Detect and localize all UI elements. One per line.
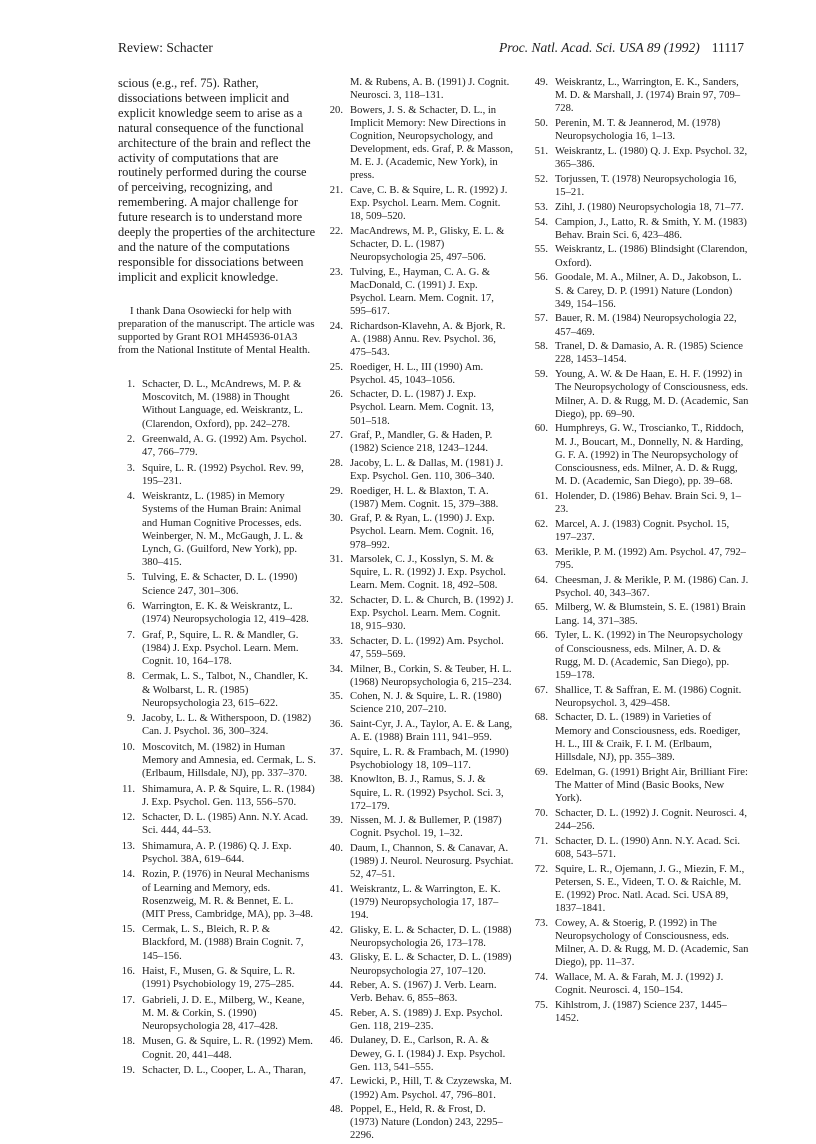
reference-number: 14.	[121, 869, 135, 881]
reference-number: 10.	[121, 741, 135, 753]
reference-text: Marcel, A. J. (1983) Cognit. Psychol. 15, 197–237.	[555, 518, 730, 543]
reference-text: Tulving, E. & Schacter, D. L. (1990) Science 247, 301–306.	[142, 572, 298, 597]
reference-text: Poppel, E., Held, R. & Frost, D. (1973) Nature (London) 243, 2295–2296.	[350, 1104, 503, 1142]
reference-number: 6.	[127, 601, 135, 613]
reference-number: 71.	[534, 835, 548, 847]
reference-text: Roediger, H. L. & Blaxton, T. A. (1987) Mem. Cognit. 15, 379–388.	[350, 485, 499, 510]
reference-number: 58.	[534, 341, 548, 353]
reference-number: 42.	[329, 924, 343, 936]
acknowledgment: I thank Dana Osowiecki for help with preparation of the manuscript. The article was supported by Grant RO1 MH45936-01A3 from the National Institute of Mental Health.	[118, 304, 315, 356]
reference-number: 8.	[127, 671, 135, 683]
reference-text: Saint-Cyr, J. A., Taylor, A. E. & Lang, A. E. (1988) Brain 111, 941–959.	[350, 718, 513, 744]
reference-item	[118, 712, 316, 738]
reference-number: 9.	[127, 713, 135, 725]
reference-text: Cohen, N. J. & Squire, L. R. (1980) Science 210, 207–210.	[350, 691, 502, 716]
reference-text: Rozin, P. (1976) in Neural Mechanisms of Learning and Memory, eds. Rosenzweig, M. R. & Bennet, E. L. (MIT Press, Cambridge, MA), pp. 3–48.	[142, 869, 314, 920]
reference-item	[118, 840, 316, 866]
reference-item	[326, 635, 514, 661]
reference-item	[326, 814, 514, 840]
reference-number: 38.	[329, 774, 343, 786]
reference-number: 64.	[534, 574, 548, 586]
reference-item	[531, 312, 749, 338]
reference-text: M. & Rubens, A. B. (1991) J. Cognit. Neurosci. 3, 118–131.	[350, 77, 510, 102]
reference-item	[326, 512, 514, 551]
reference-number: 62.	[534, 518, 548, 530]
reference-item	[531, 173, 749, 199]
reference-number: 25.	[329, 361, 343, 373]
reference-item	[326, 594, 514, 633]
reference-number: 54.	[534, 216, 548, 228]
reference-text: Nissen, M. J. & Bullemer, P. (1987) Cognit. Psychol. 19, 1–32.	[350, 815, 502, 840]
reference-number: 69.	[534, 766, 548, 778]
reference-text: Schacter, D. L. (1989) in Varieties of Memory and Consciousness, eds. Roediger, H. L., III & Craik, F. I. M. (Erlbaum, Hillsdale, NJ), pp. 355–389.	[555, 712, 741, 763]
reference-number: 17.	[121, 994, 135, 1006]
reference-number: 47.	[329, 1076, 343, 1088]
reference-text: Weiskrantz, L. & Warrington, E. K. (1979) Neuropsychologia 17, 187–194.	[350, 883, 501, 922]
reference-text: Moscovitch, M. (1982) in Human Memory and Amnesia, ed. Cermak, L. S. (Erlbaum, Hillsdale, NJ), pp. 337–370.	[142, 741, 316, 780]
reference-text: Weiskrantz, L. (1980) Q. J. Exp. Psychol. 32, 365–386.	[555, 145, 748, 171]
reference-item	[326, 979, 514, 1005]
column-right	[531, 76, 749, 1027]
reference-number: 74.	[534, 972, 548, 983]
reference-item	[326, 842, 514, 881]
reference-text: Torjussen, T. (1978) Neuropsychologia 16, 15–21.	[555, 173, 737, 199]
reference-text: Cheesman, J. & Merikle, P. M. (1986) Can. J. Psychol. 40, 343–367.	[555, 574, 749, 599]
reference-item	[118, 1035, 316, 1061]
reference-item	[118, 783, 316, 809]
reference-text: Milberg, W. & Blumstein, S. E. (1981) Brain Lang. 14, 371–385.	[555, 602, 746, 627]
reference-item	[531, 917, 749, 970]
reference-number: 3.	[127, 462, 135, 474]
reference-text: Wallace, M. A. & Farah, M. J. (1992) J. Cognit. Neurosci. 4, 150–154.	[555, 972, 724, 997]
reference-item	[326, 718, 514, 744]
running-header-journal	[499, 40, 744, 56]
reference-number: 32.	[329, 595, 343, 607]
reference-text: Goodale, M. A., Milner, A. D., Jakobson, L. S. & Carey, D. P. (1991) Nature (London) 349, 154–156.	[555, 272, 742, 310]
reference-text: Roediger, H. L., III (1990) Am. Psychol. 45, 1043–1056.	[350, 361, 484, 386]
reference-item	[326, 1075, 514, 1101]
reference-item	[326, 485, 514, 511]
reference-text: Milner, B., Corkin, S. & Teuber, H. L. (1968) Neuropsychologia 6, 215–234.	[350, 663, 512, 688]
reference-number: 26.	[329, 389, 343, 401]
reference-item	[118, 1064, 316, 1077]
reference-item	[531, 201, 749, 214]
reference-number: 51.	[534, 145, 548, 157]
reference-number: 34.	[329, 663, 343, 675]
reference-text: Cermak, L. S., Talbot, N., Chandler, K. & Wolbarst, L. R. (1985) Neuropsychologia 23, 615–622.	[142, 671, 309, 709]
reference-text: Glisky, E. L. & Schacter, D. L. (1988) Neuropsychologia 26, 173–178.	[350, 924, 512, 949]
reference-text: Cermak, L. S., Bleich, R. P. & Blackford, M. (1988) Brain Cognit. 7, 145–156.	[142, 924, 304, 962]
reference-item	[326, 690, 514, 716]
reference-number: 16.	[121, 966, 135, 978]
reference-text: Graf, P., Squire, L. R. & Mandler, G. (1984) J. Exp. Psychol. Learn. Mem. Cognit. 10, 164–178.	[142, 629, 299, 667]
reference-text: Cave, C. B. & Squire, L. R. (1992) J. Exp. Psychol. Learn. Mem. Cognit. 18, 509–520.	[350, 185, 508, 223]
reference-text: Squire, L. R. & Frambach, M. (1990) Psychobiology 18, 109–117.	[350, 746, 509, 771]
reference-text: Lewicki, P., Hill, T. & Czyzewska, M. (1992) Am. Psychol. 47, 796–801.	[350, 1076, 512, 1101]
reference-number: 63.	[534, 546, 548, 558]
reference-item	[531, 216, 749, 242]
reference-number: 13.	[121, 840, 135, 852]
reference-item	[118, 378, 316, 431]
reference-item	[531, 971, 749, 997]
reference-item	[531, 76, 749, 115]
reference-item	[118, 600, 316, 626]
reference-item	[326, 457, 514, 483]
reference-number: 11.	[122, 783, 135, 795]
reference-item	[326, 1034, 514, 1073]
reference-number: 53.	[534, 201, 548, 213]
reference-number: 57.	[534, 313, 548, 325]
reference-text: Richardson-Klavehn, A. & Bjork, R. A. (1988) Annu. Rev. Psychol. 36, 475–543.	[350, 320, 506, 359]
reference-number: 72.	[534, 863, 548, 875]
reference-number: 36.	[329, 718, 343, 730]
reference-item	[531, 835, 749, 861]
reference-item	[118, 670, 316, 709]
reference-text: Graf, P., Mandler, G. & Haden, P. (1982) Science 218, 1243–1244.	[350, 430, 493, 455]
reference-text: Glisky, E. L. & Schacter, D. L. (1989) Neuropsychologia 27, 107–120.	[350, 952, 512, 977]
reference-list-2	[326, 76, 514, 1143]
reference-item	[326, 951, 514, 977]
reference-text: Holender, D. (1986) Behav. Brain Sci. 9, 1–23.	[555, 490, 742, 515]
reference-text: Perenin, M. T. & Jeannerod, M. (1978) Neuropsychologia 16, 1–13.	[555, 118, 721, 143]
page-number: 11117	[711, 40, 744, 55]
reference-item	[118, 994, 316, 1033]
reference-number: 56.	[534, 272, 548, 284]
column-middle	[326, 76, 514, 1144]
reference-number: 75.	[534, 999, 548, 1011]
reference-text: Reber, A. S. (1967) J. Verb. Learn. Verb. Behav. 6, 855–863.	[350, 980, 497, 1005]
reference-number: 41.	[329, 883, 343, 895]
reference-text: Schacter, D. L. (1985) Ann. N.Y. Acad. Sci. 444, 44–53.	[142, 812, 309, 837]
reference-number: 12.	[121, 812, 135, 824]
reference-text: Knowlton, B. J., Ramus, S. J. & Squire, L. R. (1992) Psychol. Sci. 3, 172–179.	[350, 774, 504, 812]
reference-item	[531, 271, 749, 310]
reference-number: 73.	[534, 917, 548, 929]
reference-number: 1.	[127, 379, 135, 391]
reference-item	[531, 807, 749, 833]
reference-number: 7.	[127, 629, 135, 641]
reference-number: 50.	[534, 118, 548, 130]
reference-text: Weiskrantz, L. (1986) Blindsight (Clarendon, Oxford).	[555, 244, 748, 269]
reference-item	[531, 243, 749, 269]
reference-item	[326, 553, 514, 592]
reference-number: 4.	[127, 491, 135, 503]
reference-text: Weiskrantz, L., Warrington, E. K., Sanders, M. D. & Marshall, J. (1974) Brain 97, 709–728.	[555, 77, 741, 115]
reference-number: 40.	[329, 842, 343, 854]
reference-text: Marsolek, C. J., Kosslyn, S. M. & Squire, L. R. (1992) J. Exp. Psychol. Learn. Mem. Cognit. 18, 492–508.	[350, 554, 506, 592]
reference-item	[326, 361, 514, 387]
reference-number: 22.	[329, 225, 343, 237]
reference-text: Weiskrantz, L. (1985) in Memory Systems of the Human Brain: Animal and Human Cognitive Processes, eds. Weinberger, N. M., McGaugh, J. L. & Lynch, G. (Guilford, New York), pp. 380–415.	[142, 491, 304, 568]
reference-list-1	[118, 378, 316, 1077]
reference-number: 59.	[534, 369, 548, 381]
reference-number: 30.	[329, 513, 343, 525]
reference-item	[326, 320, 514, 359]
reference-item	[118, 741, 316, 780]
reference-text: Shimamura, A. P. (1986) Q. J. Exp. Psychol. 38A, 619–644.	[142, 840, 292, 865]
reference-item	[118, 923, 316, 962]
reference-number: 2.	[127, 433, 135, 445]
reference-text: MacAndrews, M. P., Glisky, E. L. & Schacter, D. L. (1987) Neuropsychologia 25, 497–506.	[350, 225, 505, 264]
reference-number: 55.	[534, 244, 548, 256]
journal-citation: Proc. Natl. Acad. Sci. USA 89 (1992)	[499, 40, 700, 55]
reference-item	[118, 462, 316, 488]
reference-item	[531, 340, 749, 366]
reference-text: Greenwald, A. G. (1992) Am. Psychol. 47, 766–779.	[142, 433, 307, 459]
reference-item	[326, 184, 514, 223]
reference-item	[326, 746, 514, 772]
reference-text: Graf, P. & Ryan, L. (1990) J. Exp. Psychol. Learn. Mem. Cognit. 16, 978–992.	[350, 513, 495, 551]
reference-item	[326, 1007, 514, 1033]
reference-item	[531, 711, 749, 764]
reference-text: Schacter, D. L., Cooper, L. A., Tharan,	[142, 1065, 306, 1077]
reference-item	[118, 868, 316, 921]
reference-text: Dulaney, D. E., Carlson, R. A. & Dewey, G. I. (1984) J. Exp. Psychol. Gen. 113, 541–555.	[350, 1035, 506, 1073]
reference-text: Schacter, D. L. (1990) Ann. N.Y. Acad. Sci. 608, 543–571.	[555, 835, 741, 860]
reference-number: 29.	[329, 485, 343, 497]
column-left	[118, 76, 316, 1080]
reference-text: Squire, L. R. (1992) Psychol. Rev. 99, 195–231.	[142, 462, 304, 487]
reference-item	[531, 863, 749, 916]
reference-number: 31.	[329, 554, 343, 566]
reference-item	[326, 388, 514, 427]
reference-number: 35.	[329, 691, 343, 703]
reference-list-3	[531, 76, 749, 1025]
reference-number: 70.	[534, 807, 548, 819]
reference-text: Zihl, J. (1980) Neuropsychologia 18, 71–77.	[555, 201, 744, 213]
reference-item	[326, 1103, 514, 1142]
reference-text: Young, A. W. & De Haan, E. H. F. (1992) in The Neuropsychology of Consciousness, eds. Milner, A. D. & Rugg, M. D. (Academic, San Diego), pp. 69–90.	[555, 369, 749, 420]
reference-text: Tranel, D. & Damasio, A. R. (1985) Science 228, 1453–1454.	[555, 341, 743, 366]
reference-item	[531, 518, 749, 544]
reference-number: 48.	[329, 1104, 343, 1116]
reference-item	[118, 433, 316, 459]
reference-number: 65.	[534, 602, 548, 614]
reference-item	[326, 883, 514, 922]
reference-text: Schacter, D. L., McAndrews, M. P. & Moscovitch, M. (1988) in Thought Without Language, ed. Weiskrantz, L. (Clarendon, Oxford), pp. 242–278.	[142, 379, 303, 430]
reference-number: 33.	[329, 635, 343, 647]
reference-text: Gabrieli, J. D. E., Milberg, W., Keane, M. M. & Corkin, S. (1990) Neuropsychologia 28, 417–428.	[142, 994, 305, 1032]
reference-item	[118, 571, 316, 597]
reference-item	[326, 663, 514, 689]
reference-text: Merikle, P. M. (1992) Am. Psychol. 47, 792–795.	[555, 546, 746, 571]
reference-text: Tyler, L. K. (1992) in The Neuropsychology of Consciousness, eds. Milner, A. D. & Rugg, M. D. (Academic, San Diego), pp. 159–178.	[555, 630, 743, 681]
reference-text: Bauer, R. M. (1984) Neuropsychologia 22, 457–469.	[555, 313, 737, 338]
reference-item	[531, 546, 749, 572]
reference-item	[118, 965, 316, 991]
running-header-title: Review: Schacter	[118, 40, 213, 55]
reference-number: 61.	[534, 490, 548, 502]
reference-item	[531, 601, 749, 627]
reference-number: 43.	[329, 952, 343, 964]
reference-text: Reber, A. S. (1989) J. Exp. Psychol. Gen. 118, 219–235.	[350, 1007, 503, 1032]
reference-text: Kihlstrom, J. (1987) Science 237, 1445–1452.	[555, 999, 727, 1025]
reference-item	[531, 766, 749, 805]
reference-text: Schacter, D. L. (1992) J. Cognit. Neurosci. 4, 244–256.	[555, 807, 747, 832]
reference-number: 18.	[121, 1036, 135, 1048]
reference-text: Schacter, D. L. (1987) J. Exp. Psychol. Learn. Mem. Cognit. 13, 501–518.	[350, 389, 494, 427]
reference-text: Cowey, A. & Stoerig, P. (1992) in The Neuropsychology of Consciousness, eds. Milner, A. D. & Rugg, M. D. (Academic, San Diego), pp. 11–37.	[555, 917, 749, 969]
reference-text: Edelman, G. (1991) Bright Air, Brilliant Fire: The Matter of Mind (Basic Books, New York).	[555, 766, 748, 804]
reference-number: 5.	[127, 572, 135, 584]
reference-text: Humphreys, G. W., Troscianko, T., Riddoch, M. J., Boucart, M., Donnelly, N. & Harding, G. F. A. (1992) in The Neuropsychology of Consciousness, eds. Milner, A. D. & Rugg, M. D. (Academic, San Diego), pp. 39–68.	[555, 423, 744, 488]
reference-number: 49.	[534, 77, 548, 88]
reference-number: 27.	[329, 430, 343, 442]
reference-item	[326, 773, 514, 812]
reference-number: 23.	[329, 266, 343, 278]
reference-number: 67.	[534, 684, 548, 696]
reference-text: Schacter, D. L. & Church, B. (1992) J. Exp. Psychol. Learn. Mem. Cognit. 18, 915–930.	[350, 595, 514, 633]
reference-number: 39.	[329, 815, 343, 827]
reference-item	[326, 76, 514, 102]
reference-item	[118, 811, 316, 837]
reference-item	[326, 429, 514, 455]
reference-item	[531, 999, 749, 1025]
reference-item	[531, 684, 749, 710]
reference-text: Campion, J., Latto, R. & Smith, Y. M. (1983) Behav. Brain Sci. 6, 423–486.	[555, 216, 747, 241]
reference-text: Squire, L. R., Ojemann, J. G., Miezin, F. M., Petersen, S. E., Videen, T. O. & Raichle, M. E. (1992) Proc. Natl. Acad. Sci. USA 89, 1837–1841.	[555, 863, 745, 915]
reference-text: Schacter, D. L. (1992) Am. Psychol. 47, 559–569.	[350, 635, 504, 661]
reference-item	[118, 490, 316, 569]
reference-item	[326, 266, 514, 319]
reference-text: Jacoby, L. L. & Witherspoon, D. (1982) Can. J. Psychol. 36, 300–324.	[142, 713, 312, 738]
reference-text: Bowers, J. S. & Schacter, D. L., in Implicit Memory: New Directions in Cognition, Neuropsychology, and Development, eds. Graf, P. & Masson, M. E. J. (Academic, New York), in press.	[350, 104, 514, 182]
reference-text: Jacoby, L. L. & Dallas, M. (1981) J. Exp. Psychol. Gen. 110, 306–340.	[350, 457, 504, 483]
reference-item	[531, 422, 749, 488]
reference-text: Musen, G. & Squire, L. R. (1992) Mem. Cognit. 20, 441–448.	[142, 1036, 313, 1061]
reference-number: 45.	[329, 1007, 343, 1019]
reference-number: 20.	[329, 104, 343, 116]
reference-item	[531, 368, 749, 421]
reference-number: 15.	[121, 924, 135, 936]
reference-item	[531, 629, 749, 682]
reference-number: 21.	[329, 185, 343, 197]
reference-item	[326, 225, 514, 264]
reference-item	[531, 117, 749, 143]
reference-item	[118, 629, 316, 668]
reference-text: Shallice, T. & Saffran, E. M. (1986) Cognit. Neuropsychol. 3, 429–458.	[555, 684, 742, 709]
reference-item	[531, 574, 749, 600]
reference-number: 60.	[534, 423, 548, 435]
reference-number: 68.	[534, 712, 548, 724]
reference-text: Haist, F., Musen, G. & Squire, L. R. (1991) Psychobiology 19, 275–285.	[142, 966, 296, 991]
reference-number: 28.	[329, 457, 343, 469]
reference-number: 24.	[329, 320, 343, 332]
reference-text: Tulving, E., Hayman, C. A. G. & MacDonald, C. (1991) J. Exp. Psychol. Learn. Mem. Cognit. 17, 595–617.	[350, 266, 494, 318]
reference-number: 44.	[329, 980, 343, 992]
reference-text: Daum, I., Channon, S. & Canavar, A. (1989) J. Neurol. Neurosurg. Psychiat. 52, 47–51.	[350, 842, 514, 881]
reference-item	[531, 490, 749, 516]
reference-number: 66.	[534, 630, 548, 642]
reference-number: 52.	[534, 173, 548, 185]
reference-number: 19.	[121, 1065, 135, 1077]
reference-item	[326, 104, 514, 183]
reference-item	[326, 924, 514, 950]
body-paragraph: scious (e.g., ref. 75). Rather, dissociations between implicit and explicit knowledge seem to arise as a natural consequence of the functional architecture of the brain and reflect the activity of computations that are routinely performed during the course of perceiving, recognizing, and remembering. A major challenge for future research is to understand more deeply the properties of the architecture and the nature of the computations responsible for dissociations between implicit and explicit knowledge.	[118, 76, 316, 284]
reference-item	[531, 145, 749, 171]
reference-text: Shimamura, A. P. & Squire, L. R. (1984) J. Exp. Psychol. Gen. 113, 556–570.	[142, 783, 315, 808]
reference-number: 37.	[329, 746, 343, 758]
reference-number: 46.	[329, 1035, 343, 1047]
reference-text: Warrington, E. K. & Weiskrantz, L. (1974) Neuropsychologia 12, 419–428.	[142, 601, 309, 626]
